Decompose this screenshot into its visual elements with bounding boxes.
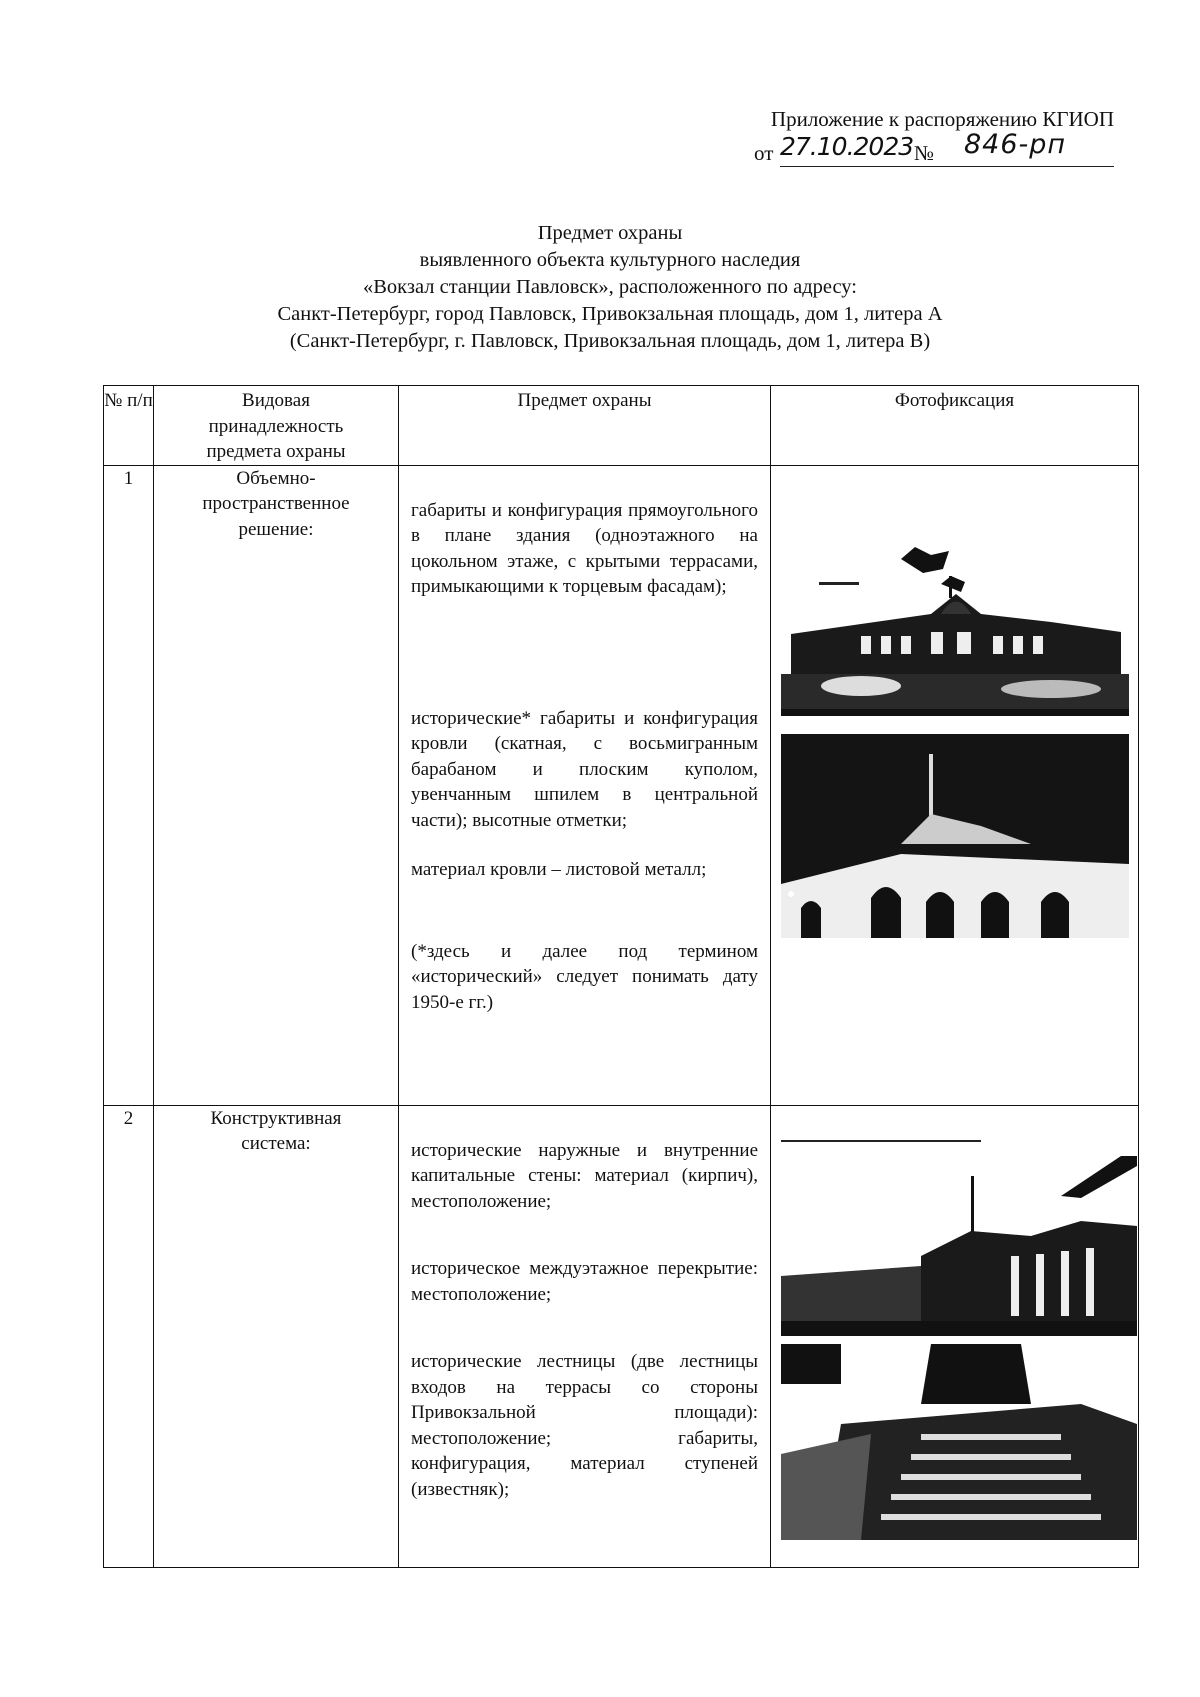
row-number: 2 — [104, 1105, 154, 1567]
header-subject: Предмет охраны — [399, 386, 771, 466]
row-photos — [771, 465, 1139, 1105]
table-header-row — [104, 386, 1139, 466]
subject-item: историческое междуэтажное перекрытие: местоположение; — [411, 1258, 758, 1305]
subject-item: исторические лестницы (две лестницы входов на террасы со стороны Привокзальной площади): местоположение; габариты, конфигурация, материал ступеней (известняк); — [411, 1351, 758, 1500]
photo-roof-drum — [781, 734, 1129, 938]
appendix-number-sign: № — [914, 141, 935, 165]
appendix-underline — [780, 166, 1114, 167]
appendix-date: 27.10.2023 — [780, 132, 914, 161]
appendix-ref — [674, 129, 1114, 168]
protection-table — [103, 385, 1139, 1568]
title-line-3: «Вокзал станции Павловск», расположенного по адресу: — [363, 276, 857, 298]
table-row — [104, 465, 1139, 1105]
subject-item: габариты и конфигурация прямоугольного в плане здания (одноэтажного на цокольном этаже, с крытыми террасами, примыкающими к торцевым фасадам); — [411, 499, 758, 597]
header-photo: Фотофиксация — [771, 386, 1139, 466]
title-line-1: Предмет охраны — [537, 222, 683, 244]
title-line-5: (Санкт-Петербург, г. Павловск, Привокзальная площадь, дом 1, литера В) — [289, 330, 931, 352]
subject-item: исторические* габариты и конфигурация кровли (скатная, с восьмигранным барабаном и плоским куполом, увенчанным шпилем в центральной части); высотные отметки; — [411, 707, 758, 831]
row-subject — [399, 465, 771, 1105]
subject-item: исторические наружные и внутренние капитальные стены: материал (кирпич), местоположение; — [411, 1139, 758, 1212]
photo-terrace-building — [781, 1136, 1137, 1336]
header-type: Видовая принадлежность предмета охраны — [154, 386, 399, 466]
row-photos — [771, 1105, 1139, 1567]
document-title — [0, 220, 1200, 355]
subject-item: (*здесь и далее под термином «исторический» следует понимать дату 1950-е гг.) — [411, 940, 758, 1013]
header-num: № п/п — [104, 386, 154, 466]
subject-item: материал кровли – листовой металл; — [411, 859, 707, 880]
row-type: Конструктивная система: — [154, 1105, 399, 1567]
photo-station-facade — [781, 514, 1129, 716]
appendix-from: от — [754, 141, 774, 165]
title-line-2: выявленного объекта культурного наследия — [419, 249, 801, 271]
row-type: Объемно-пространственное решение: — [154, 465, 399, 1105]
photo-limestone-stairs — [781, 1344, 1137, 1540]
appendix-header — [674, 104, 1114, 168]
row-subject — [399, 1105, 771, 1567]
appendix-number: 846-рп — [964, 129, 1067, 160]
table-row — [104, 1105, 1139, 1567]
appendix-title: Приложение к распоряжению КГИОП — [770, 107, 1114, 131]
row-number: 1 — [104, 465, 154, 1105]
title-line-4: Санкт-Петербург, город Павловск, Привокзальная площадь, дом 1, литера А — [277, 303, 943, 325]
